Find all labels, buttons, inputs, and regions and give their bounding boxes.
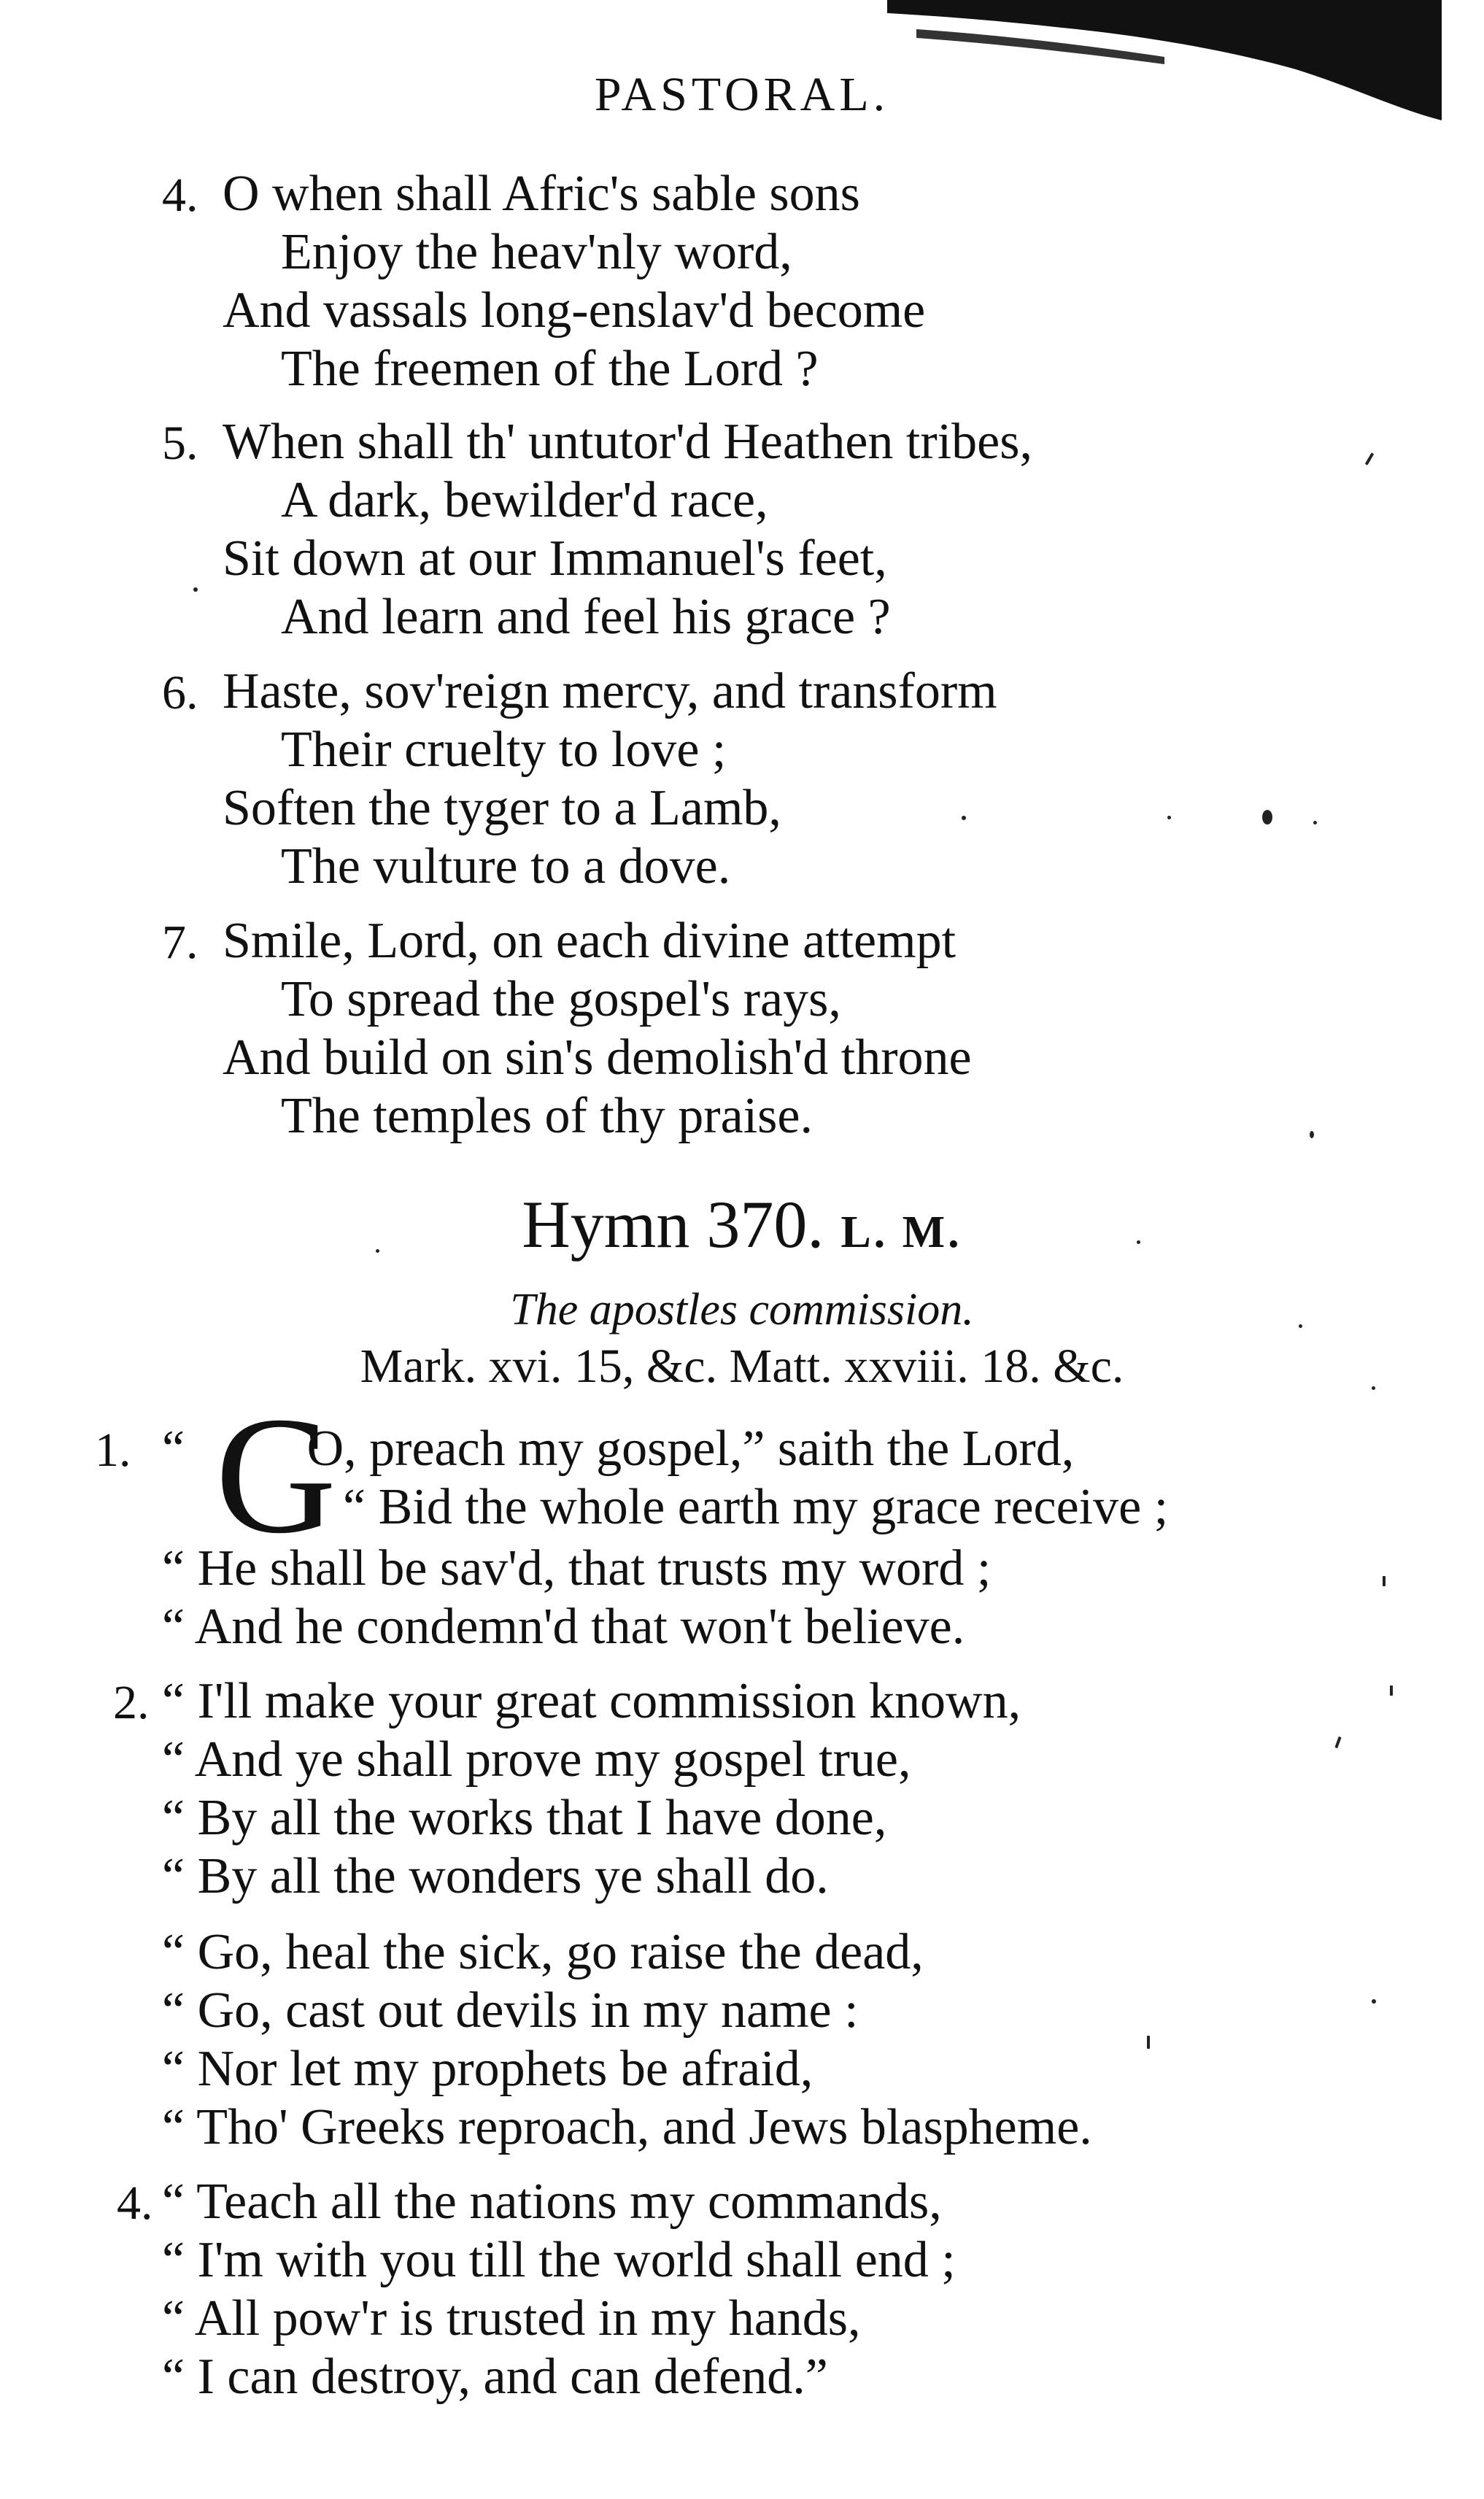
verse-line: “ And he condemn'd that won't believe. bbox=[162, 1599, 965, 1655]
verse-line: O when shall Afric's sable sons bbox=[223, 166, 860, 222]
stanza-number: 5. bbox=[162, 417, 198, 470]
verse-line: Haste, sov'reign mercy, and transform bbox=[223, 663, 997, 719]
scan-speck bbox=[193, 587, 198, 592]
scan-speck bbox=[1390, 1685, 1393, 1696]
stanza-number: 6. bbox=[162, 666, 198, 719]
verse-line: “ I'll make your great commission known, bbox=[162, 1673, 1021, 1729]
stanza-number: 7. bbox=[162, 916, 198, 969]
stanza-number: 1. bbox=[95, 1424, 131, 1477]
verse-line: The vulture to a dove. bbox=[281, 838, 731, 895]
scan-speck bbox=[1372, 1386, 1375, 1390]
verse-line: The freemen of the Lord ? bbox=[281, 341, 819, 397]
verse-line: “ By all the works that I have done, bbox=[162, 1790, 887, 1846]
verse-line: When shall th' untutor'd Heathen tribes, bbox=[223, 414, 1032, 470]
verse-line: “ All pow'r is trusted in my hands, bbox=[162, 2290, 861, 2347]
hymn-meter: L. M. bbox=[840, 1208, 962, 1257]
verse-line: “ And ye shall prove my gospel true, bbox=[162, 1731, 911, 1788]
verse-line: And build on sin's demolish'd throne bbox=[223, 1030, 972, 1086]
scan-speck bbox=[1334, 1737, 1341, 1748]
verse-line: “ Bid the whole earth my grace receive ; bbox=[343, 1479, 1169, 1535]
verse-line: Sit down at our Immanuel's feet, bbox=[223, 530, 887, 587]
scan-speck bbox=[1299, 1324, 1302, 1328]
verse-line: Smile, Lord, on each divine attempt bbox=[223, 913, 957, 969]
verse-line: And learn and feel his grace ? bbox=[281, 589, 891, 645]
drop-cap: G bbox=[215, 1382, 337, 1568]
verse-line: “ Teach all the nations my commands, bbox=[162, 2174, 942, 2230]
verse-line: “ Tho' Greeks reproach, and Jews blaspheme. bbox=[162, 2099, 1092, 2155]
scan-speck bbox=[1147, 2036, 1150, 2049]
verse-line: And vassals long-enslav'd become bbox=[223, 282, 926, 339]
verse-line: To spread the gospel's rays, bbox=[281, 971, 841, 1027]
opening-quote: “ bbox=[162, 1421, 185, 1477]
verse-line: Their cruelty to love ; bbox=[281, 722, 727, 778]
hymn-title bbox=[0, 1186, 1484, 1263]
verse-line: “ I'm with you till the world shall end ; bbox=[162, 2232, 956, 2288]
verse-line: “ By all the wonders ye shall do. bbox=[162, 1848, 829, 1904]
verse-line: The temples of thy praise. bbox=[281, 1088, 813, 1144]
hymn-number-title: Hymn 370. bbox=[522, 1187, 824, 1262]
verse-line bbox=[162, 1420, 1074, 1478]
verse-line: “ I can destroy, and can defend.” bbox=[162, 2349, 828, 2405]
verse-line-remainder: O, preach my gospel,” saith the Lord, bbox=[294, 1421, 1075, 1477]
verse-line: A dark, bewilder'd race, bbox=[281, 472, 768, 528]
scan-speck bbox=[1137, 1240, 1140, 1244]
verse-line: “ He shall be sav'd, that trusts my word ; bbox=[162, 1540, 992, 1596]
verse-line: Enjoy the heav'nly word, bbox=[281, 224, 792, 280]
hymn-subtitle: The apostles commission. bbox=[510, 1285, 974, 1335]
verse-line: “ Go, heal the sick, go raise the dead, bbox=[162, 1924, 924, 1980]
scripture-reference: Mark. xvi. 15, &c. Matt. xxviii. 18. &c. bbox=[360, 1340, 1124, 1393]
stanza-number: 4. bbox=[162, 169, 198, 222]
scan-speck bbox=[1383, 1576, 1386, 1586]
running-head: PASTORAL. bbox=[594, 68, 890, 121]
scan-speck bbox=[1167, 816, 1171, 819]
stanza-number: 4. bbox=[117, 2177, 153, 2230]
verse-line: Soften the tyger to a Lamb, bbox=[223, 780, 781, 836]
verse-line-text bbox=[162, 1420, 1074, 1478]
scan-speck bbox=[962, 816, 966, 820]
scan-speck bbox=[1313, 821, 1317, 824]
scan-speck bbox=[1262, 810, 1272, 824]
scan-speck bbox=[1365, 452, 1374, 466]
scan-speck bbox=[1310, 1131, 1314, 1138]
scan-speck bbox=[1372, 1999, 1376, 2004]
stanza-number: 2. bbox=[113, 1676, 150, 1729]
verse-line: “ Go, cast out devils in my name : bbox=[162, 1982, 859, 2039]
verse-line: “ Nor let my prophets be afraid, bbox=[162, 2041, 814, 2097]
scan-speck bbox=[376, 1249, 379, 1253]
